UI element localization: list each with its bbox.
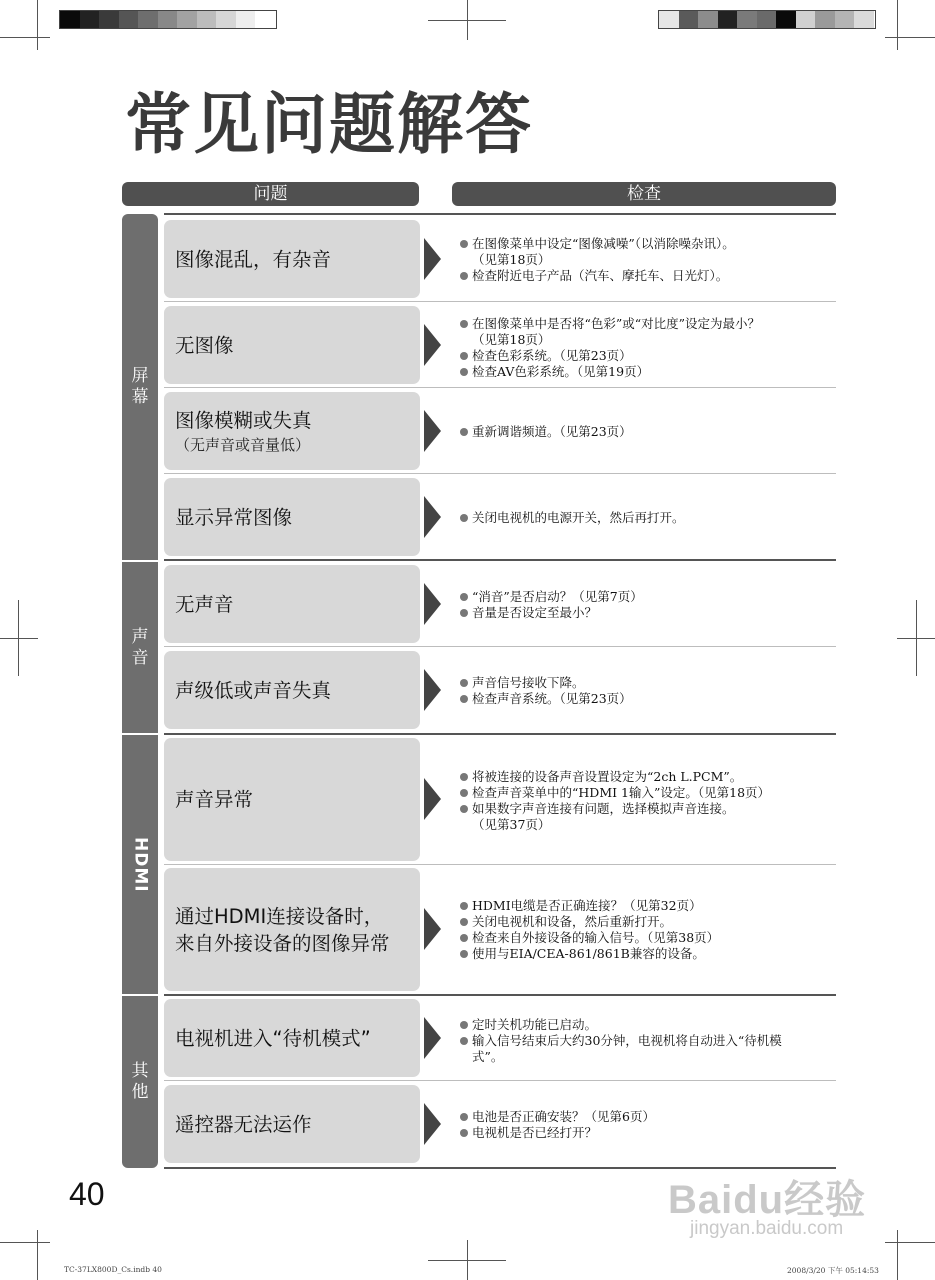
check-item: 检查AV色彩系统。（见第19页）	[458, 364, 836, 380]
question-text: 图像混乱，有杂音	[175, 247, 332, 271]
check-list	[458, 589, 836, 621]
divider	[164, 646, 836, 647]
arrow-icon	[424, 238, 441, 280]
question-text: 无图像	[175, 333, 234, 357]
section-label-hdmi: HDMI	[130, 836, 151, 893]
arrow-icon	[424, 778, 441, 820]
page-number: 40	[69, 1176, 105, 1212]
check-item: 电视机是否已经打开？	[458, 1125, 836, 1141]
divider	[164, 733, 836, 735]
question-box	[164, 651, 420, 729]
question-box	[164, 565, 420, 643]
question-text: 声音异常	[175, 788, 254, 811]
check-item: 检查声音菜单中的“HDMI 1输入”设定。（见第18页）	[458, 785, 836, 801]
divider	[164, 387, 836, 388]
question-subtext: （无声音或音量低）	[175, 435, 311, 454]
question-box	[164, 392, 420, 470]
check-item: 检查声音系统。（见第23页）	[458, 691, 836, 707]
check-item: 音量是否设定至最小？	[458, 605, 836, 621]
check-item: 关闭电视机的电源开关，然后再打开。	[458, 510, 836, 526]
header-question: 问题	[122, 182, 419, 206]
check-item: 如果数字声音连接有问题，选择模拟声音连接。 （见第37页）	[458, 801, 836, 833]
arrow-icon	[424, 496, 441, 538]
section-label-other: 其他	[131, 1061, 149, 1102]
check-list	[458, 316, 836, 380]
check-item: 声音信号接收下降。	[458, 675, 836, 691]
footer-file-info: TC-37LX800D_Cs.indb 40	[64, 1265, 162, 1274]
check-item: 关闭电视机和设备，然后重新打开。	[458, 914, 836, 930]
check-list	[458, 1109, 836, 1141]
arrow-icon	[424, 324, 441, 366]
section-tab-sound	[122, 562, 158, 733]
arrow-icon	[424, 1103, 441, 1145]
question-box	[164, 220, 420, 298]
question-text: 遥控器无法运作	[175, 1112, 312, 1136]
section-label-sound: 声音	[131, 626, 149, 668]
question-box	[164, 306, 420, 384]
check-item: 重新调谐频道。（见第23页）	[458, 424, 836, 440]
divider	[164, 994, 836, 996]
arrow-icon	[424, 583, 441, 625]
check-item: 在图像菜单中是否将“色彩”或“对比度”设定为最小？ （见第18页）	[458, 316, 836, 348]
color-bar-left	[59, 10, 277, 29]
arrow-icon	[424, 410, 441, 452]
question-text: 显示异常图像	[175, 505, 293, 529]
color-bar-right	[658, 10, 876, 29]
check-list	[458, 898, 836, 962]
check-list	[458, 236, 836, 284]
question-box	[164, 999, 420, 1077]
check-item: 输入信号结束后大约30分钟，电视机将自动进入“待机模 式”。	[458, 1033, 836, 1065]
check-item: 检查来自外接设备的输入信号。（见第38页）	[458, 930, 836, 946]
section-label-screen: 屏幕	[131, 366, 149, 407]
check-item: 使用与EIA/CEA-861/861B兼容的设备。	[458, 946, 836, 962]
check-item: 将被连接的设备声音设置设定为“2ch L.PCM”。	[458, 769, 836, 785]
arrow-icon	[424, 669, 441, 711]
footer-timestamp: 2008/3/20 下午 05:14:53	[787, 1266, 879, 1275]
divider	[164, 864, 836, 865]
divider	[164, 301, 836, 302]
question-box	[164, 1085, 420, 1163]
check-item: 在图像菜单中设定“图像减噪”（以消除噪杂讯）。 （见第18页）	[458, 236, 836, 268]
check-item: 检查附近电子产品（汽车、摩托车、日光灯）。	[458, 268, 836, 284]
question-text: 通过HDMI连接设备时， 来自外接设备的图像异常	[175, 904, 390, 955]
check-item: 定时关机功能已启动。	[458, 1017, 836, 1033]
header-check: 检查	[452, 182, 836, 206]
check-item: HDMI电缆是否正确连接？（见第32页）	[458, 898, 836, 914]
question-text: 电视机进入“待机模式”	[175, 1026, 371, 1050]
question-box	[164, 478, 420, 556]
question-text: 无声音	[175, 592, 234, 616]
check-item: 电池是否正确安装？（见第6页）	[458, 1109, 836, 1125]
watermark-url: jingyan.baidu.com	[690, 1218, 844, 1239]
question-box	[164, 738, 420, 861]
check-list	[458, 424, 836, 440]
question-box	[164, 868, 420, 991]
check-list	[458, 769, 836, 833]
question-text: 声级低或声音失真	[175, 678, 332, 702]
divider	[164, 1080, 836, 1081]
arrow-icon	[424, 1017, 441, 1059]
check-list	[458, 675, 836, 707]
divider	[164, 473, 836, 474]
divider	[164, 559, 836, 561]
section-tab-screen	[122, 214, 158, 560]
page-title: 常见问题解答	[125, 86, 533, 163]
watermark-logo: Baidu经验	[668, 1178, 867, 1222]
arrow-icon	[424, 908, 441, 950]
check-list	[458, 1017, 836, 1065]
section-tab-other	[122, 996, 158, 1168]
check-item: 检查色彩系统。（见第23页）	[458, 348, 836, 364]
question-text: 图像模糊或失真	[175, 408, 312, 432]
check-list	[458, 510, 836, 526]
check-item: “消音”是否启动？（见第7页）	[458, 589, 836, 605]
section-tab-hdmi	[122, 735, 158, 994]
divider	[164, 213, 836, 215]
